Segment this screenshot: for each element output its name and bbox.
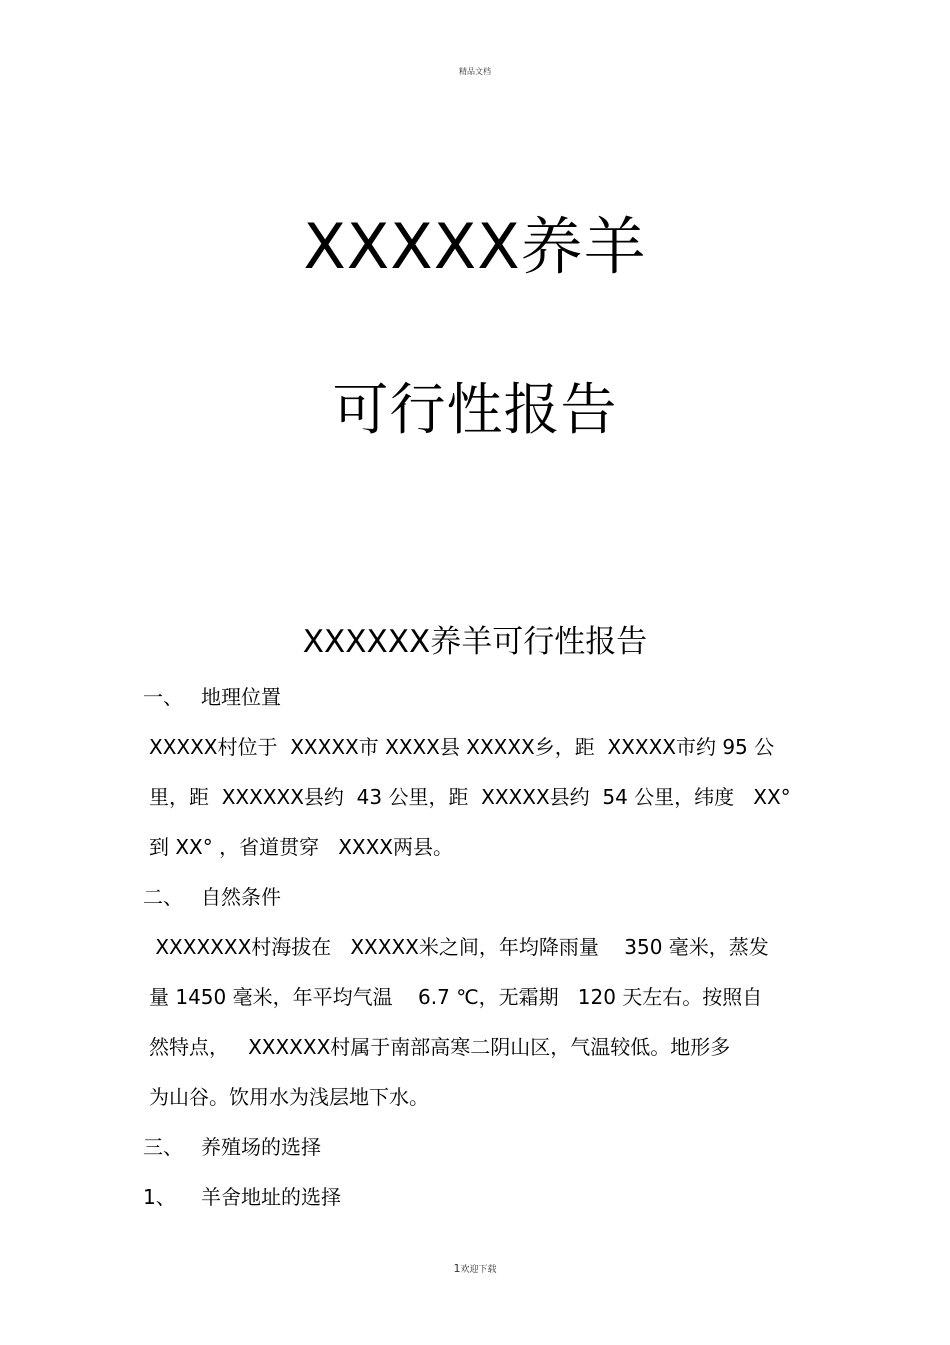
paragraph-line: 为山谷。饮用水为浅层地下水。	[149, 1085, 429, 1109]
section-heading-natural-conditions	[143, 872, 813, 922]
section-number: 一、	[143, 685, 183, 709]
paragraph-line: 然特点， XXXXXX村属于南部高寒二阴山区，气温较低。地形多	[149, 1035, 731, 1059]
document-title: XXXXXX养羊可行性报告	[302, 624, 648, 660]
section-number: 二、	[143, 885, 183, 909]
paragraph-line: 到 XX° ，省道贯穿 XXXX两县。	[149, 835, 453, 859]
page-footer	[0, 1262, 950, 1275]
footer-note: 欢迎下载	[460, 1265, 497, 1275]
section-title: 羊舍地址的选择	[201, 1185, 341, 1209]
page-header-note: 精品文档	[459, 67, 491, 76]
paragraph-line: 里，距 XXXXXX县约 43 公里，距 XXXXX县约 54 公里，纬度 XX°	[149, 785, 791, 809]
section-title: 养殖场的选择	[201, 1135, 321, 1159]
cover-title-line-2: 可行性报告	[332, 378, 618, 443]
section-heading-geography	[143, 672, 813, 722]
section-title: 自然条件	[201, 885, 281, 909]
document-body	[143, 672, 813, 1222]
section-heading-farm-selection	[143, 1122, 813, 1172]
section-title: 地理位置	[201, 685, 281, 709]
paragraph-line: 量 1450 毫米，年平均气温 6.7 ℃，无霜期 120 天左右。按照自	[149, 985, 763, 1009]
section-number: 1、	[143, 1185, 176, 1209]
paragraph-line: XXXXX村位于 XXXXX市 XXXX县 XXXXX乡，距 XXXXX市约 95 公	[149, 735, 775, 759]
page-number: 1	[453, 1262, 461, 1275]
section-number: 三、	[143, 1135, 183, 1159]
subsection-heading-site-selection	[143, 1172, 813, 1222]
cover-title-line-1: XXXXX养羊	[303, 210, 647, 283]
paragraph-line: XXXXXXX村海拔在 XXXXX米之间，年均降雨量 350 毫米，蒸发	[149, 935, 769, 959]
